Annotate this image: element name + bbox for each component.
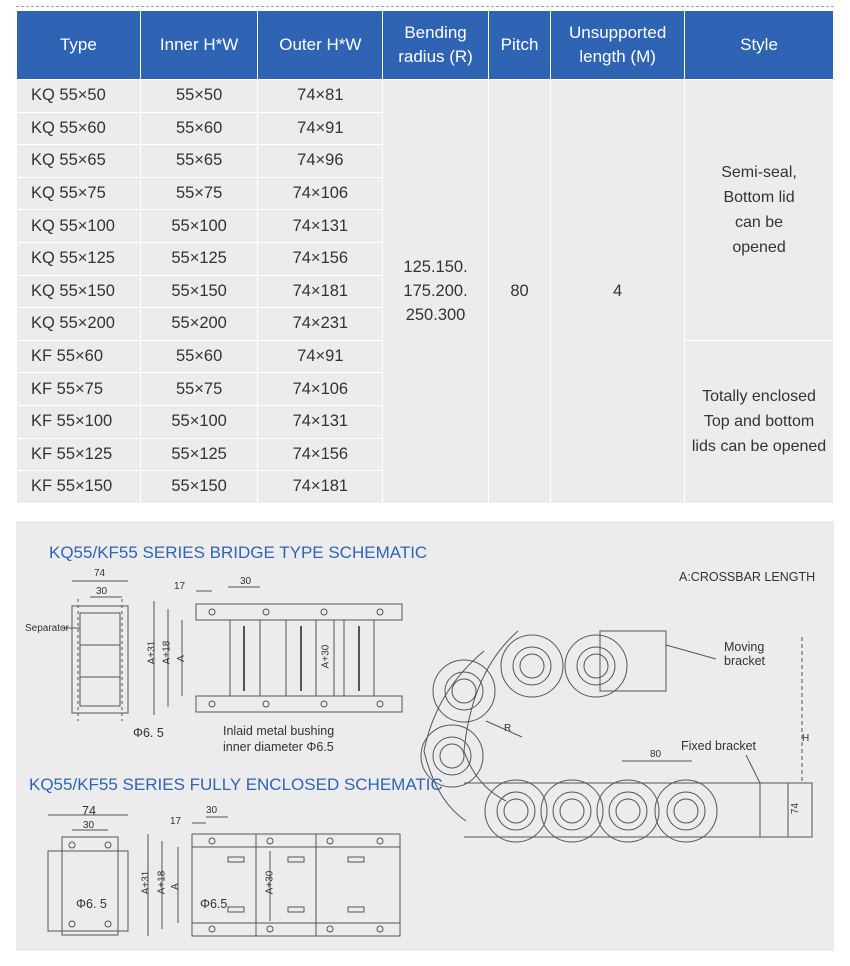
cell-type: KQ 55×200 [17, 308, 141, 341]
phi-enclosed-end: Φ6. 5 [76, 897, 107, 911]
phi-enclosed-side: Φ6.5 [200, 897, 228, 911]
cell-inner: 55×125 [140, 242, 258, 275]
header-bending-line2: radius (R) [398, 47, 473, 66]
cell-outer: 74×106 [258, 177, 383, 210]
cell-type: KQ 55×60 [17, 112, 141, 145]
dim-17-enclosed: 17 [170, 816, 182, 827]
dim-a18-enclosed: A+18 [156, 870, 168, 895]
bridge-end-view [62, 581, 128, 721]
header-inner: Inner H*W [140, 11, 258, 80]
spec-table [16, 10, 834, 504]
table-header-row [17, 11, 834, 80]
dim-a30-bridge: A+30 [320, 644, 332, 669]
dim-a30-enclosed: A+30 [264, 870, 276, 895]
cell-outer: 74×91 [258, 112, 383, 145]
moving-bracket-label-2: bracket [724, 654, 765, 668]
cell-outer: 74×91 [258, 340, 383, 373]
header-unsupported-line1: Unsupported [568, 23, 667, 42]
cell-outer: 74×106 [258, 373, 383, 406]
header-bending-line1: Bending [404, 23, 467, 42]
dim-a31-bridge: A+31 [146, 640, 158, 665]
cell-inner: 55×150 [140, 275, 258, 308]
style-kq-line4: opened [732, 238, 786, 256]
header-type: Type [17, 11, 141, 80]
cell-outer: 74×96 [258, 145, 383, 178]
style-kf-line1: Totally enclosed [702, 388, 816, 406]
cell-inner: 55×75 [140, 373, 258, 406]
top-divider [16, 6, 834, 7]
dim-a-enclosed: A [169, 883, 181, 890]
header-pitch: Pitch [488, 11, 550, 80]
header-unsupported-line2: length (M) [579, 47, 656, 66]
cell-inner: 55×75 [140, 177, 258, 210]
moving-bracket-label-1: Moving [724, 640, 765, 654]
dim-30-enclosed-side: 30 [206, 805, 218, 816]
cell-type: KQ 55×65 [17, 145, 141, 178]
cell-inner: 55×100 [140, 210, 258, 243]
cell-outer: 74×156 [258, 242, 383, 275]
cell-pitch: 80 [488, 80, 550, 504]
dim-74-enclosed: 74 [82, 804, 96, 818]
bending-value-3: 250.300 [405, 306, 466, 325]
cell-style-kf [685, 340, 834, 503]
cell-unsupported-length: 4 [551, 80, 685, 504]
cell-inner: 55×50 [140, 80, 258, 113]
cell-outer: 74×131 [258, 405, 383, 438]
cell-type: KQ 55×50 [17, 80, 141, 113]
dim-17-bridge: 17 [174, 581, 186, 592]
cell-type: KF 55×75 [17, 373, 141, 406]
table-row [17, 80, 834, 113]
cell-type: KQ 55×125 [17, 242, 141, 275]
dim-a18-bridge: A+18 [161, 640, 173, 665]
cell-inner: 55×100 [140, 405, 258, 438]
cell-type: KF 55×100 [17, 405, 141, 438]
crossbar-note: A:CROSSBAR LENGTH [679, 570, 816, 584]
style-kf-line2: Top and bottom [703, 413, 815, 431]
cell-inner: 55×65 [140, 145, 258, 178]
schematic-panel [16, 521, 834, 951]
cell-inner: 55×200 [140, 308, 258, 341]
cell-inner: 55×150 [140, 471, 258, 504]
cell-outer: 74×81 [258, 80, 383, 113]
cell-bending-radius [383, 80, 489, 504]
enclosed-end-view [48, 815, 128, 935]
dim-pitch-80: 80 [650, 749, 662, 760]
header-unsupported [551, 11, 685, 80]
cell-inner: 55×125 [140, 438, 258, 471]
dim-74-bridge: 74 [94, 568, 106, 579]
dim-r: R [504, 723, 512, 734]
dim-30-bridge-end: 30 [96, 586, 108, 597]
enclosed-title: KQ55/KF55 SERIES FULLY ENCLOSED SCHEMATIC [29, 775, 443, 794]
bushing-label-2: inner diameter Φ6.5 [223, 740, 334, 754]
cell-type: KF 55×60 [17, 340, 141, 373]
cell-type: KQ 55×75 [17, 177, 141, 210]
dim-a31-enclosed: A+31 [140, 870, 152, 895]
separator-label: Separator [25, 623, 69, 634]
dim-a-bridge: A [175, 655, 187, 662]
phi-bridge: Φ6. 5 [133, 726, 164, 740]
header-style: Style [685, 11, 834, 80]
cell-outer: 74×181 [258, 275, 383, 308]
cell-style-kq [685, 80, 834, 341]
style-kq-line2: Bottom lid [723, 188, 795, 206]
cell-type: KF 55×125 [17, 438, 141, 471]
bending-value-1: 125.150. [403, 258, 468, 277]
dim-h: H [802, 733, 810, 744]
cell-outer: 74×156 [258, 438, 383, 471]
cell-type: KQ 55×150 [17, 275, 141, 308]
cell-outer: 74×181 [258, 471, 383, 504]
cell-outer: 74×131 [258, 210, 383, 243]
cell-outer: 74×231 [258, 308, 383, 341]
cell-type: KF 55×150 [17, 471, 141, 504]
cell-type: KQ 55×100 [17, 210, 141, 243]
style-kq-line1: Semi-seal, [721, 163, 797, 181]
dim-30-enclosed-end: 30 [83, 820, 95, 831]
bending-value-2: 175.200. [403, 282, 468, 301]
bridge-side-view [154, 587, 402, 715]
cell-inner: 55×60 [140, 112, 258, 145]
header-outer: Outer H*W [258, 11, 383, 80]
bridge-title: KQ55/KF55 SERIES BRIDGE TYPE SCHEMATIC [49, 543, 428, 562]
fixed-bracket-label: Fixed bracket [681, 739, 757, 753]
style-kq-line3: can be [735, 213, 784, 231]
header-bending-radius [383, 11, 489, 80]
dim-30-bridge-side: 30 [240, 576, 252, 587]
cell-inner: 55×60 [140, 340, 258, 373]
bushing-label-1: Inlaid metal bushing [223, 724, 335, 738]
style-kf-line3: lids can be opened [691, 438, 827, 456]
dim-74-chain: 74 [790, 802, 802, 815]
